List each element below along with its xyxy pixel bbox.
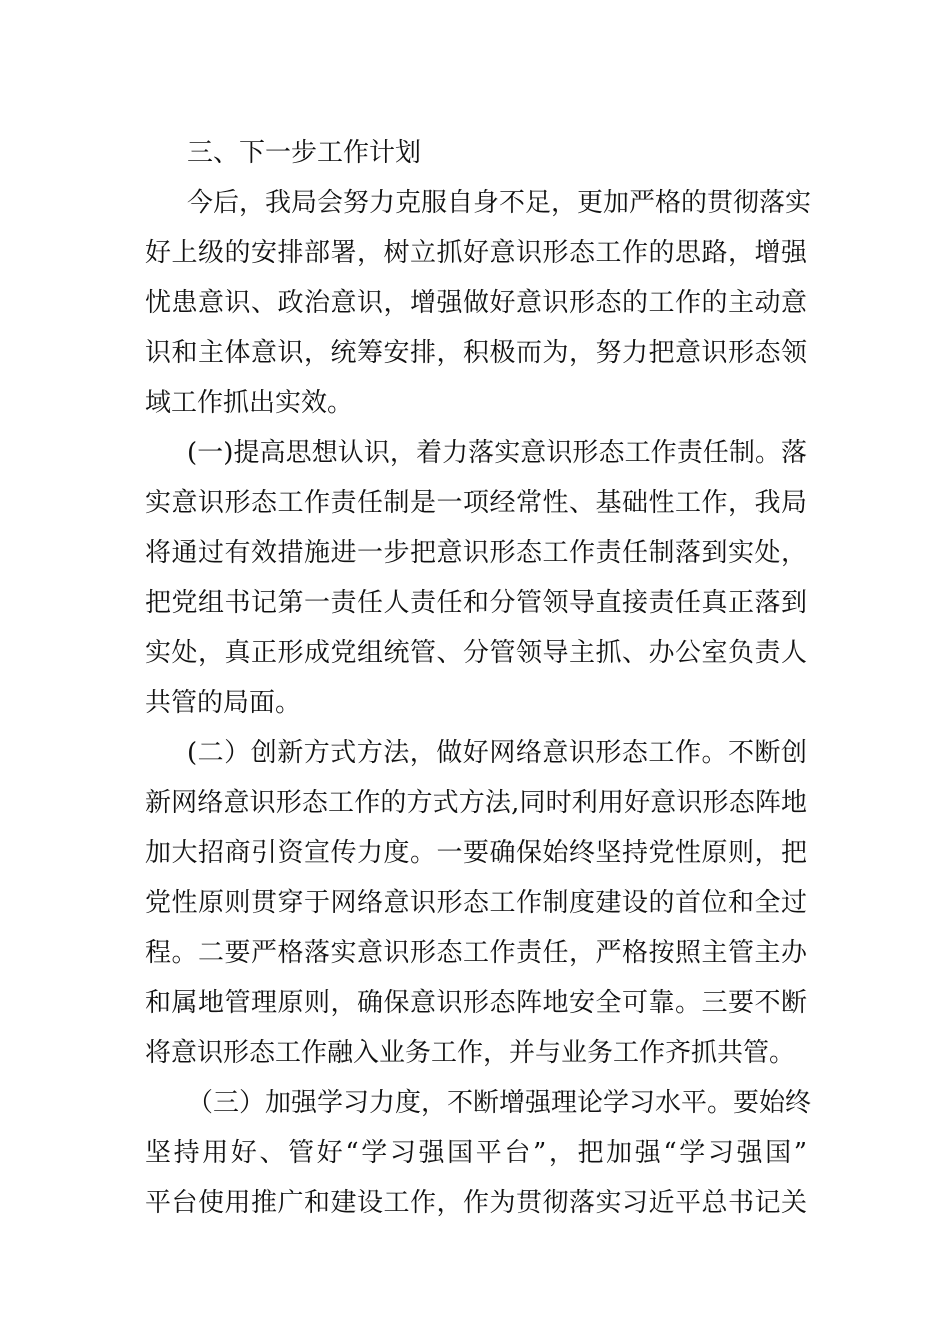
text-line: 平台使用推广和建设工作，作为贯彻落实习近平总书记关 — [145, 1188, 807, 1218]
text-line: 把党组书记第一责任人责任和分管领导直接责任真正落到 — [145, 588, 807, 618]
text-line: 共管的局面。 — [145, 688, 302, 718]
text-line: 实处，真正形成党组统管、分管领导主抓、办公室负责人 — [145, 638, 807, 668]
section-heading: 三、下一步工作计划 — [187, 138, 422, 168]
text-line: 将通过有效措施进一步把意识形态工作责任制落到实处， — [145, 538, 807, 568]
document-body — [145, 128, 812, 1228]
text-line: 域工作抓出实效。 — [145, 388, 354, 418]
text-line: 好上级的安排部署，树立抓好意识形态工作的思路，增强 — [145, 238, 807, 268]
text-line: （三）加强学习力度，不断增强理论学习水平。要始终 — [187, 1088, 812, 1118]
text-line: 程。二要严格落实意识形态工作责任，严格按照主管主办 — [145, 938, 807, 968]
text-line: 识和主体意识，统筹安排，积极而为，努力把意识形态领 — [145, 338, 807, 368]
paragraph-intro — [145, 178, 812, 428]
text-line: 忧患意识、政治意识，增强做好意识形态的工作的主动意 — [145, 288, 807, 318]
text-line: 和属地管理原则，确保意识形态阵地安全可靠。三要不断 — [145, 988, 807, 1018]
text-line: 坚持用好、管好“学习强国平台”，把加强“学习强国” — [145, 1138, 807, 1168]
text-line: 加大招商引资宣传力度。一要确保始终坚持党性原则，把 — [145, 838, 807, 868]
text-line: 新网络意识形态工作的方式方法,同时利用好意识形态阵地 — [145, 788, 807, 818]
text-line: (二）创新方式方法，做好网络意识形态工作。不断创 — [187, 738, 807, 768]
paragraph-item-1 — [145, 428, 807, 728]
text-line: 党性原则贯穿于网络意识形态工作制度建设的首位和全过 — [145, 888, 807, 918]
text-line: 将意识形态工作融入业务工作，并与业务工作齐抓共管。 — [145, 1038, 796, 1068]
text-line: 今后，我局会努力克服自身不足，更加严格的贯彻落实 — [187, 188, 812, 218]
text-line: (一)提高思想认识，着力落实意识形态工作责任制。落 — [187, 438, 807, 468]
paragraph-item-2 — [145, 728, 807, 1078]
paragraph-item-3 — [145, 1078, 812, 1228]
text-line: 实意识形态工作责任制是一项经常性、基础性工作，我局 — [145, 488, 807, 518]
